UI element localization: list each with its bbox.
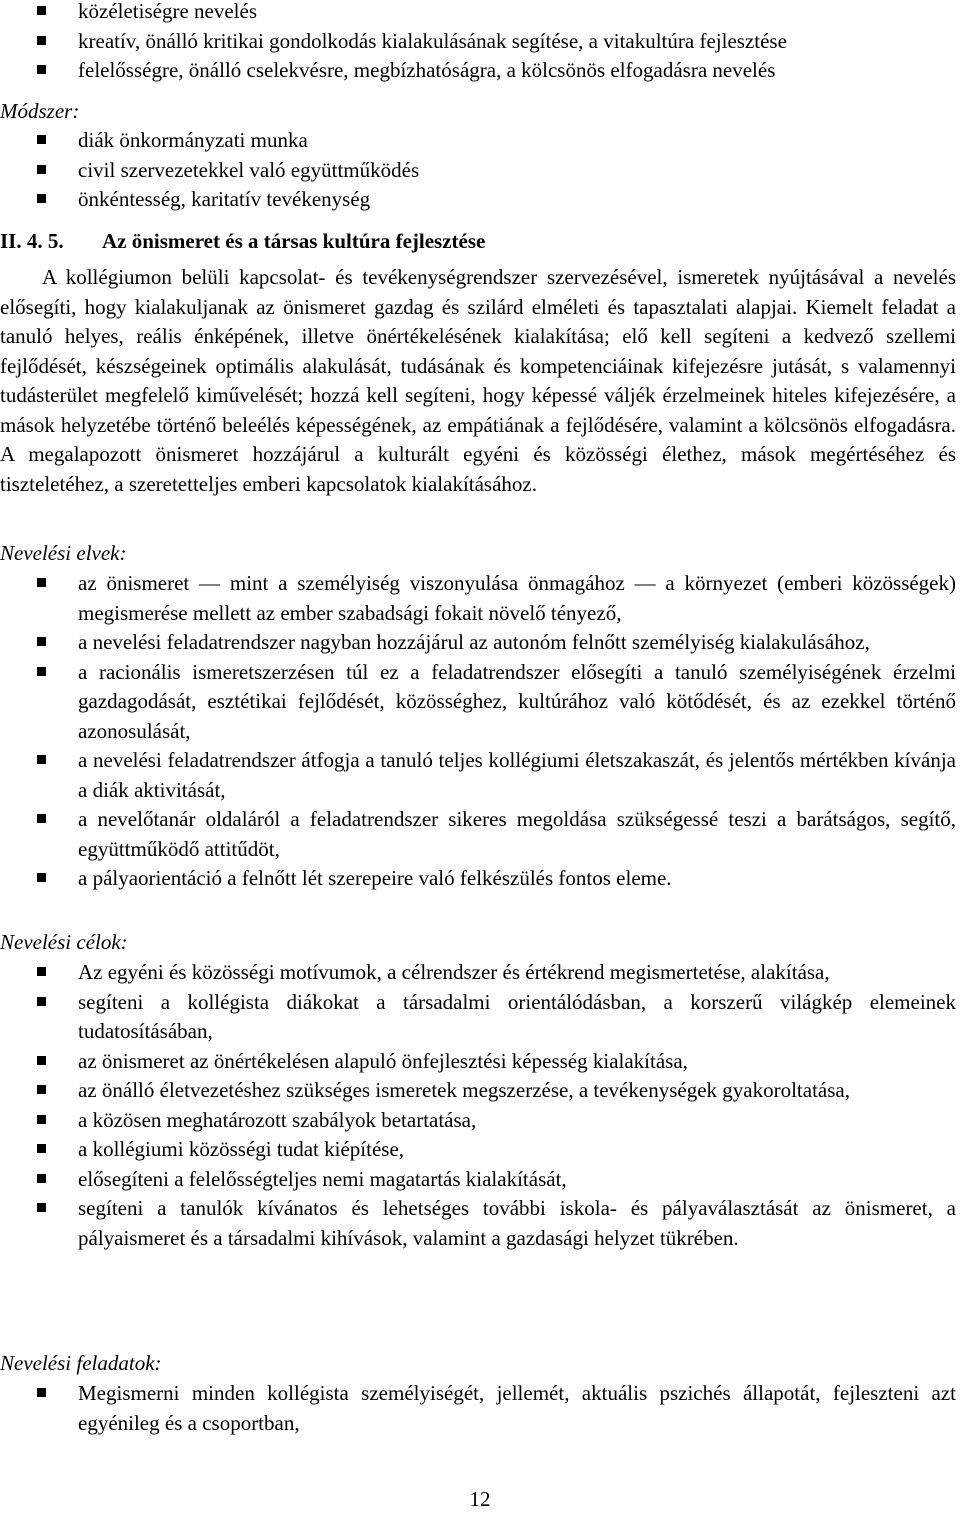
feladatok-list xyxy=(0,1379,956,1438)
elvek-label: Nevelési elvek: xyxy=(0,541,127,565)
list-item: az önismeret — mint a személyiség viszonyulása önmagához — a környezet (emberi közösségek) megismerése mellett az ember szabadsági fokait növelő tényező, xyxy=(0,569,956,628)
list-item: közéletiségre nevelés xyxy=(0,0,955,27)
list-item: a nevelőtanár oldaláról a feladatrendszer sikeres megoldása szükségessé teszi a barátságos, segítő, együttműködő attitűdöt, xyxy=(0,805,956,864)
list-item: civil szervezetekkel való együttműködés xyxy=(0,156,955,186)
intro-paragraph: A kollégiumon belüli kapcsolat- és tevékenységrendszer szervezésével, ismeretek nyújtásával a nevelés elősegíti, hogy kialakuljanak az önismeret gazdag és szilárd elméleti és tapasztalati alapjai. Kiemelt feladat a tanuló helyes, reális énképének, illetve önértékelésének kialakítása; elő kell segíteni a kedvező szellemi fejlődését, készségeinek optimális alakulását, tudásának és kompetenciáinak kifejezésre jutását, s valamennyi tudásterület megfelelő kiművelését; hozzá kell segíteni, hogy képessé váljék érzelmeinek hiteles kifejezésére, a mások helyzetébe történő beleélés képességének, az empátiának a fejlődésére, valamint a kölcsönös elfogadásra. A megalapozott önismeret hozzájárul a kulturált egyéni és közösségi élethez, mások megértéséhez és tiszteletéhez, a szeretetteljes emberi kapcsolatok kialakításához. xyxy=(0,265,956,496)
list-item: kreatív, önálló kritikai gondolkodás kialakulásának segítése, a vitakultúra fejlesztése xyxy=(0,27,955,57)
list-item: a nevelési feladatrendszer átfogja a tanuló teljes kollégiumi életszakaszát, és jelentős mértékben kívánja a diák aktivitását, xyxy=(0,746,956,805)
method-label: Módszer: xyxy=(0,99,80,123)
elvek-list xyxy=(0,569,956,894)
section-title: Az önismeret és a társas kultúra fejlesztése xyxy=(102,229,486,253)
list-item: a racionális ismeretszerzésen túl ez a feladatrendszer elősegíti a tanuló személyiségének érzelmi gazdagodását, esztétikai fejlődését, közösséghez, kultúrához való kötődését, és az ezekkel történő azonosulását, xyxy=(0,658,956,747)
list-item: a közösen meghatározott szabályok betartatása, xyxy=(0,1106,956,1136)
list-item: a nevelési feladatrendszer nagyban hozzájárul az autonóm felnőtt személyiség kialakulásához, xyxy=(0,628,956,658)
list-item: Megismerni minden kollégista személyiségét, jellemét, aktuális pszichés állapotát, fejleszteni azt egyénileg és a csoportban, xyxy=(0,1379,956,1438)
page-number: 12 xyxy=(469,1487,491,1511)
section-heading xyxy=(0,227,485,257)
list-item: felelősségre, önálló cselekvésre, megbízhatóságra, a kölcsönös elfogadásra nevelés xyxy=(0,56,955,86)
celok-list xyxy=(0,958,956,1253)
list-item: a pályaorientáció a felnőtt lét szerepeire való felkészülés fontos eleme. xyxy=(0,864,956,894)
list-item: az önálló életvezetéshez szükséges ismeretek megszerzése, a tevékenységek gyakoroltatása, xyxy=(0,1076,956,1106)
list-item: diák önkormányzati munka xyxy=(0,126,955,156)
list-item: önkéntesség, karitatív tevékenység xyxy=(0,185,955,215)
celok-label: Nevelési célok: xyxy=(0,930,128,954)
section-number: II. 4. 5. xyxy=(0,229,64,253)
list-item: segíteni a kollégista diákokat a társadalmi orientálódásban, a korszerű világkép elemeinek tudatosításában, xyxy=(0,988,956,1047)
list-item: elősegíteni a felelősségteljes nemi magatartás kialakítását, xyxy=(0,1165,956,1195)
feladatok-label: Nevelési feladatok: xyxy=(0,1351,162,1375)
top-bullet-list xyxy=(0,0,955,86)
list-item: segíteni a tanulók kívánatos és lehetséges további iskola- és pályaválasztását az önismeret, a pályaismeret és a társadalmi kihívások, valamint a gazdasági helyzet tükrében. xyxy=(0,1194,956,1253)
list-item: a kollégiumi közösségi tudat kiépítése, xyxy=(0,1135,956,1165)
method-list xyxy=(0,126,955,215)
list-item: az önismeret az önértékelésen alapuló önfejlesztési képesség kialakítása, xyxy=(0,1047,956,1077)
list-item: Az egyéni és közösségi motívumok, a célrendszer és értékrend megismertetése, alakítása, xyxy=(0,958,956,988)
